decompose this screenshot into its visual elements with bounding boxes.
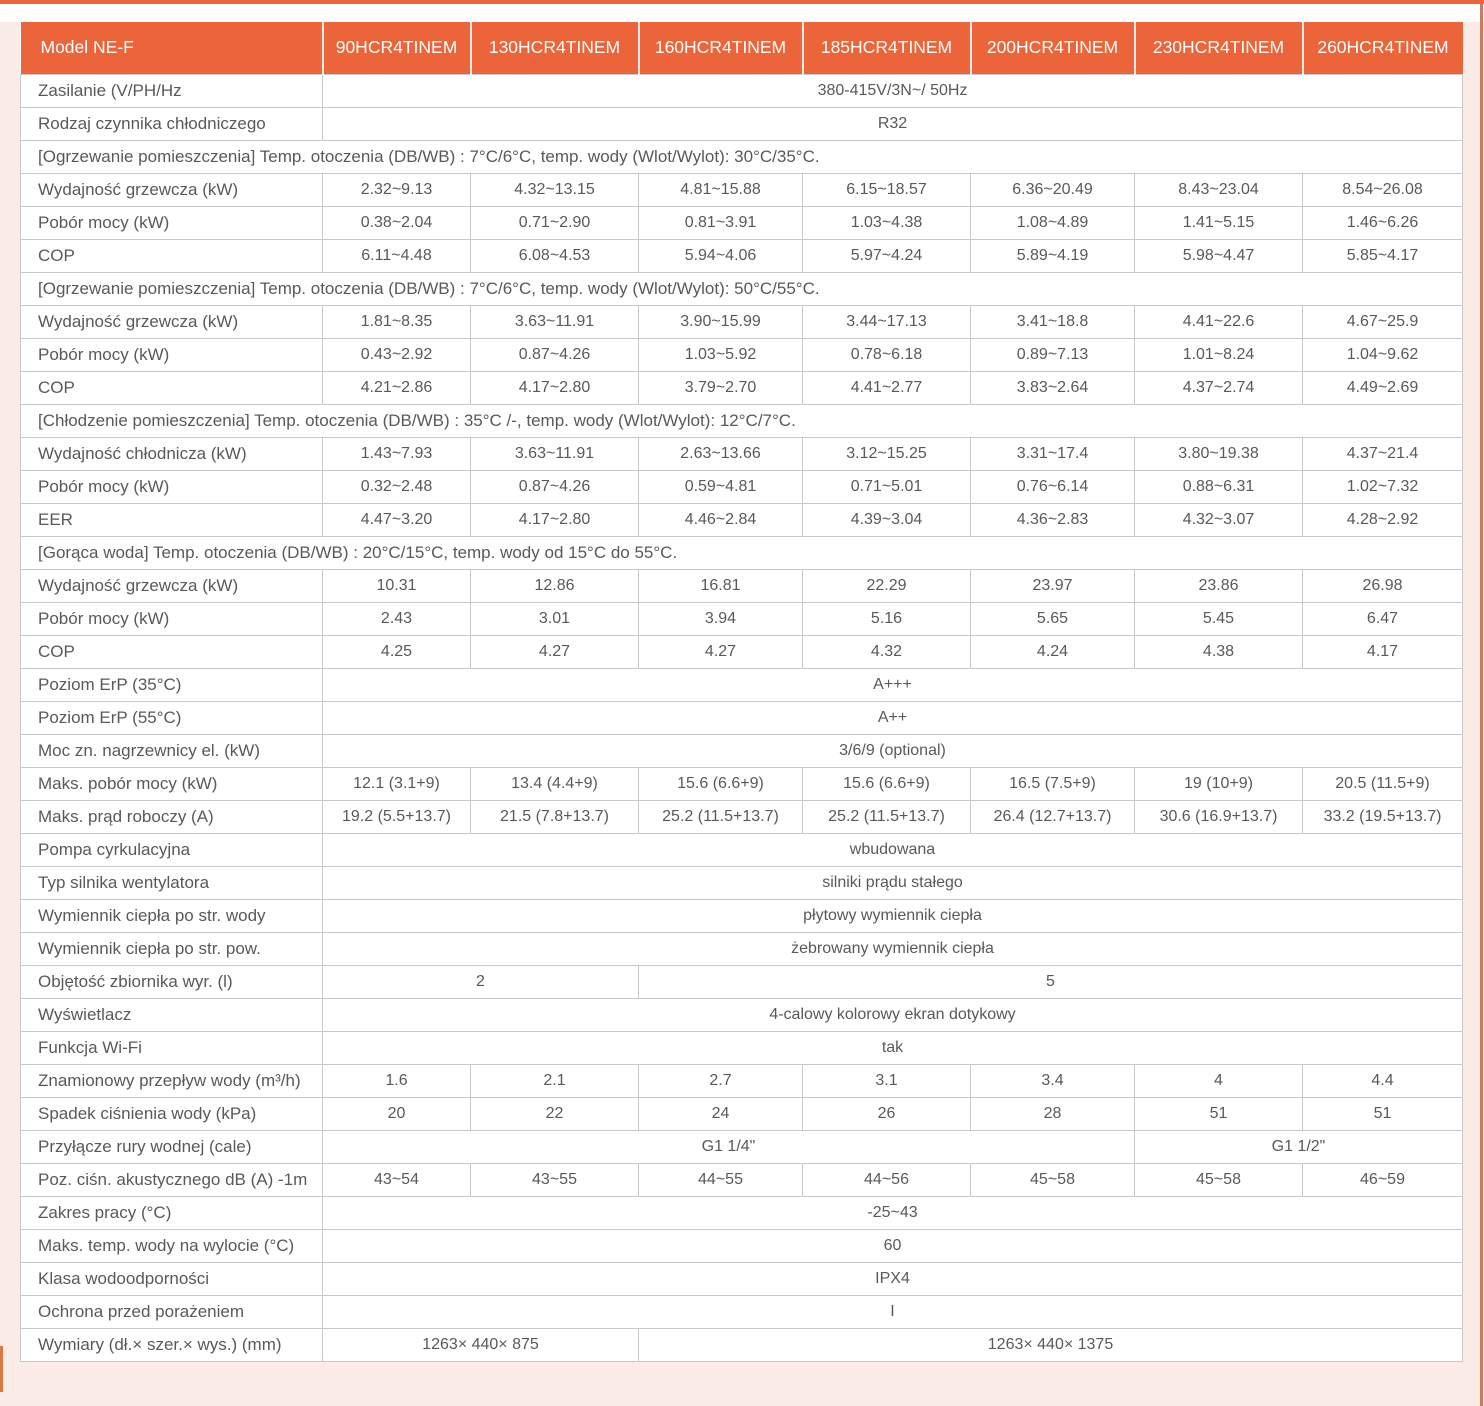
table-row	[21, 602, 1463, 635]
merged-cell-value: tak	[323, 1031, 1463, 1064]
cell-value: 6.11~4.48	[323, 239, 471, 272]
cell-value: 45~58	[971, 1163, 1135, 1196]
cell-value: 2.43	[323, 602, 471, 635]
cell-value: 5.45	[1135, 602, 1303, 635]
section-row	[21, 272, 1463, 305]
cell-value: 26.98	[1303, 569, 1463, 602]
row-label: Klasa wodoodporności	[21, 1262, 323, 1295]
cell-value: 51	[1303, 1097, 1463, 1130]
row-label: COP	[21, 371, 323, 404]
merged-cell-value: silniki prądu stałego	[323, 866, 1463, 899]
split-cell-value: 2	[323, 965, 639, 998]
table-row	[21, 1295, 1463, 1328]
page-top-white-band	[0, 4, 1484, 22]
table-row	[21, 503, 1463, 536]
row-label: Wymiary (dł.× szer.× wys.) (mm)	[21, 1328, 323, 1361]
cell-value: 46~59	[1303, 1163, 1463, 1196]
table-row	[21, 173, 1463, 206]
cell-value: 4.38	[1135, 635, 1303, 668]
merged-cell-value: 60	[323, 1229, 1463, 1262]
cell-value: 4.39~3.04	[803, 503, 971, 536]
header-row	[21, 22, 1463, 74]
model-header-cell: 185HCR4TINEM	[803, 22, 971, 74]
cell-value: 28	[971, 1097, 1135, 1130]
cell-value: 4.17~2.80	[471, 503, 639, 536]
row-label: Ochrona przed porażeniem	[21, 1295, 323, 1328]
model-header-cell: 260HCR4TINEM	[1303, 22, 1463, 74]
cell-value: 5.85~4.17	[1303, 239, 1463, 272]
cell-value: 23.86	[1135, 569, 1303, 602]
table-row	[21, 1130, 1463, 1163]
cell-value: 4.27	[639, 635, 803, 668]
section-row	[21, 140, 1463, 173]
cell-value: 6.08~4.53	[471, 239, 639, 272]
row-label: Zasilanie (V/PH/Hz	[21, 74, 323, 107]
cell-value: 4.17~2.80	[471, 371, 639, 404]
table-row	[21, 437, 1463, 470]
table-header	[21, 22, 1463, 74]
model-header-cell: 160HCR4TINEM	[639, 22, 803, 74]
cell-value: 0.81~3.91	[639, 206, 803, 239]
row-label: Wydajność chłodnicza (kW)	[21, 437, 323, 470]
cell-value: 4.25	[323, 635, 471, 668]
cell-value: 15.6 (6.6+9)	[803, 767, 971, 800]
split-cell-value: G1 1/2"	[1135, 1130, 1463, 1163]
cell-value: 0.78~6.18	[803, 338, 971, 371]
cell-value: 20	[323, 1097, 471, 1130]
cell-value: 44~55	[639, 1163, 803, 1196]
cell-value: 4.24	[971, 635, 1135, 668]
cell-value: 4.28~2.92	[1303, 503, 1463, 536]
cell-value: 30.6 (16.9+13.7)	[1135, 800, 1303, 833]
row-label: Spadek ciśnienia wody (kPa)	[21, 1097, 323, 1130]
row-label: COP	[21, 635, 323, 668]
cell-value: 4.46~2.84	[639, 503, 803, 536]
table-row	[21, 305, 1463, 338]
cell-value: 0.88~6.31	[1135, 470, 1303, 503]
cell-value: 43~54	[323, 1163, 471, 1196]
cell-value: 5.89~4.19	[971, 239, 1135, 272]
row-label: Poziom ErP (35°C)	[21, 668, 323, 701]
row-label: Objętość zbiornika wyr. (l)	[21, 965, 323, 998]
row-label: COP	[21, 239, 323, 272]
cell-value: 0.87~4.26	[471, 338, 639, 371]
cell-value: 1.01~8.24	[1135, 338, 1303, 371]
cell-value: 4.32	[803, 635, 971, 668]
cell-value: 1.6	[323, 1064, 471, 1097]
cell-value: 4.21~2.86	[323, 371, 471, 404]
cell-value: 1.08~4.89	[971, 206, 1135, 239]
section-title: [Chłodzenie pomieszczenia] Temp. otoczenia (DB/WB) : 35°C /-, temp. wody (Wlot/Wylot): 12°C/7°C.	[21, 404, 1463, 437]
cell-value: 4.41~2.77	[803, 371, 971, 404]
cell-value: 16.81	[639, 569, 803, 602]
table-row	[21, 1262, 1463, 1295]
table-row	[21, 635, 1463, 668]
cell-value: 2.1	[471, 1064, 639, 1097]
cell-value: 0.87~4.26	[471, 470, 639, 503]
cell-value: 3.1	[803, 1064, 971, 1097]
row-label: Pobór mocy (kW)	[21, 338, 323, 371]
row-label: Maks. prąd roboczy (A)	[21, 800, 323, 833]
spec-table	[20, 22, 1463, 1362]
table-row	[21, 74, 1463, 107]
cell-value: 0.43~2.92	[323, 338, 471, 371]
table-row	[21, 371, 1463, 404]
cell-value: 6.36~20.49	[971, 173, 1135, 206]
cell-value: 26	[803, 1097, 971, 1130]
table-row	[21, 701, 1463, 734]
section-title: [Ogrzewanie pomieszczenia] Temp. otoczenia (DB/WB) : 7°C/6°C, temp. wody (Wlot/Wylot): 30°C/35°C.	[21, 140, 1463, 173]
cell-value: 26.4 (12.7+13.7)	[971, 800, 1135, 833]
row-label: Pobór mocy (kW)	[21, 206, 323, 239]
cell-value: 3.4	[971, 1064, 1135, 1097]
row-label: Typ silnika wentylatora	[21, 866, 323, 899]
row-label: Maks. pobór mocy (kW)	[21, 767, 323, 800]
cell-value: 21.5 (7.8+13.7)	[471, 800, 639, 833]
row-label: Wymiennik ciepła po str. wody	[21, 899, 323, 932]
split-cell-value: 1263× 440× 875	[323, 1328, 639, 1361]
merged-cell-value: 3/6/9 (optional)	[323, 734, 1463, 767]
row-label: Rodzaj czynnika chłodniczego	[21, 107, 323, 140]
cell-value: 1.03~4.38	[803, 206, 971, 239]
row-label: Maks. temp. wody na wylocie (°C)	[21, 1229, 323, 1262]
cell-value: 0.71~5.01	[803, 470, 971, 503]
cell-value: 8.54~26.08	[1303, 173, 1463, 206]
table-row	[21, 1229, 1463, 1262]
table-row	[21, 899, 1463, 932]
cell-value: 5.94~4.06	[639, 239, 803, 272]
row-label: Poziom ErP (55°C)	[21, 701, 323, 734]
cell-value: 5.97~4.24	[803, 239, 971, 272]
table-row	[21, 470, 1463, 503]
table-row	[21, 767, 1463, 800]
cell-value: 1.03~5.92	[639, 338, 803, 371]
split-cell-value: 5	[639, 965, 1463, 998]
cell-value: 6.15~18.57	[803, 173, 971, 206]
cell-value: 0.59~4.81	[639, 470, 803, 503]
cell-value: 3.41~18.8	[971, 305, 1135, 338]
model-column-header: Model NE-F	[21, 22, 323, 74]
cell-value: 10.31	[323, 569, 471, 602]
cell-value: 15.6 (6.6+9)	[639, 767, 803, 800]
section-title: [Ogrzewanie pomieszczenia] Temp. otoczenia (DB/WB) : 7°C/6°C, temp. wody (Wlot/Wylot): 50°C/55°C.	[21, 272, 1463, 305]
merged-cell-value: IPX4	[323, 1262, 1463, 1295]
cell-value: 0.38~2.04	[323, 206, 471, 239]
model-header-cell: 230HCR4TINEM	[1135, 22, 1303, 74]
cell-value: 24	[639, 1097, 803, 1130]
cell-value: 1.41~5.15	[1135, 206, 1303, 239]
cell-value: 1.02~7.32	[1303, 470, 1463, 503]
merged-cell-value: A++	[323, 701, 1463, 734]
cell-value: 4.47~3.20	[323, 503, 471, 536]
section-row	[21, 404, 1463, 437]
cell-value: 4.36~2.83	[971, 503, 1135, 536]
cell-value: 4.32~3.07	[1135, 503, 1303, 536]
cell-value: 1.81~8.35	[323, 305, 471, 338]
merged-cell-value: żebrowany wymiennik ciepła	[323, 932, 1463, 965]
cell-value: 4.37~21.4	[1303, 437, 1463, 470]
cell-value: 3.94	[639, 602, 803, 635]
cell-value: 4.17	[1303, 635, 1463, 668]
table-row	[21, 1031, 1463, 1064]
cell-value: 13.4 (4.4+9)	[471, 767, 639, 800]
table-row	[21, 998, 1463, 1031]
cell-value: 2.32~9.13	[323, 173, 471, 206]
cell-value: 4.67~25.9	[1303, 305, 1463, 338]
table-row	[21, 1196, 1463, 1229]
cell-value: 3.90~15.99	[639, 305, 803, 338]
cell-value: 3.80~19.38	[1135, 437, 1303, 470]
row-label: Znamionowy przepływ wody (m³/h)	[21, 1064, 323, 1097]
cell-value: 3.12~15.25	[803, 437, 971, 470]
cell-value: 4.81~15.88	[639, 173, 803, 206]
table-row	[21, 338, 1463, 371]
cell-value: 1.46~6.26	[1303, 206, 1463, 239]
merged-cell-value: R32	[323, 107, 1463, 140]
section-title: [Gorąca woda] Temp. otoczenia (DB/WB) : 20°C/15°C, temp. wody od 15°C do 55°C.	[21, 536, 1463, 569]
cell-value: 12.1 (3.1+9)	[323, 767, 471, 800]
cell-value: 44~56	[803, 1163, 971, 1196]
row-label: Zakres pracy (°C)	[21, 1196, 323, 1229]
cell-value: 3.63~11.91	[471, 437, 639, 470]
cell-value: 16.5 (7.5+9)	[971, 767, 1135, 800]
table-row	[21, 1064, 1463, 1097]
split-cell-value: G1 1/4"	[323, 1130, 1135, 1163]
cell-value: 33.2 (19.5+13.7)	[1303, 800, 1463, 833]
row-label: Wydajność grzewcza (kW)	[21, 569, 323, 602]
row-label: Funkcja Wi-Fi	[21, 1031, 323, 1064]
row-label: Wydajność grzewcza (kW)	[21, 305, 323, 338]
cell-value: 1.04~9.62	[1303, 338, 1463, 371]
table-row	[21, 866, 1463, 899]
table-row	[21, 668, 1463, 701]
table-row	[21, 1163, 1463, 1196]
table-row	[21, 800, 1463, 833]
table-row	[21, 239, 1463, 272]
cell-value: 25.2 (11.5+13.7)	[639, 800, 803, 833]
split-cell-value: 1263× 440× 1375	[639, 1328, 1463, 1361]
row-label: Moc zn. nagrzewnicy el. (kW)	[21, 734, 323, 767]
merged-cell-value: 380-415V/3N~/ 50Hz	[323, 74, 1463, 107]
table-row	[21, 569, 1463, 602]
cell-value: 12.86	[471, 569, 639, 602]
cell-value: 45~58	[1135, 1163, 1303, 1196]
cell-value: 8.43~23.04	[1135, 173, 1303, 206]
cell-value: 51	[1135, 1097, 1303, 1130]
row-label: Pompa cyrkulacyjna	[21, 833, 323, 866]
row-label: EER	[21, 503, 323, 536]
cell-value: 3.79~2.70	[639, 371, 803, 404]
row-label: Przyłącze rury wodnej (cale)	[21, 1130, 323, 1163]
cell-value: 22	[471, 1097, 639, 1130]
cell-value: 3.63~11.91	[471, 305, 639, 338]
cell-value: 22.29	[803, 569, 971, 602]
table-row	[21, 833, 1463, 866]
cell-value: 5.98~4.47	[1135, 239, 1303, 272]
cell-value: 4.32~13.15	[471, 173, 639, 206]
page-right-edge-line	[1480, 4, 1483, 1406]
row-label: Wydajność grzewcza (kW)	[21, 173, 323, 206]
cell-value: 2.63~13.66	[639, 437, 803, 470]
cell-value: 3.31~17.4	[971, 437, 1135, 470]
cell-value: 4.37~2.74	[1135, 371, 1303, 404]
table-row	[21, 965, 1463, 998]
page-bottom-left-mark	[0, 1346, 3, 1392]
cell-value: 0.32~2.48	[323, 470, 471, 503]
cell-value: 4.49~2.69	[1303, 371, 1463, 404]
cell-value: 23.97	[971, 569, 1135, 602]
model-header-cell: 90HCR4TINEM	[323, 22, 471, 74]
cell-value: 20.5 (11.5+9)	[1303, 767, 1463, 800]
cell-value: 2.7	[639, 1064, 803, 1097]
cell-value: 25.2 (11.5+13.7)	[803, 800, 971, 833]
cell-value: 3.44~17.13	[803, 305, 971, 338]
cell-value: 5.65	[971, 602, 1135, 635]
row-label: Wymiennik ciepła po str. pow.	[21, 932, 323, 965]
table-row	[21, 206, 1463, 239]
table-row	[21, 734, 1463, 767]
cell-value: 4.4	[1303, 1064, 1463, 1097]
merged-cell-value: -25~43	[323, 1196, 1463, 1229]
row-label: Pobór mocy (kW)	[21, 470, 323, 503]
cell-value: 4.27	[471, 635, 639, 668]
merged-cell-value: I	[323, 1295, 1463, 1328]
cell-value: 19.2 (5.5+13.7)	[323, 800, 471, 833]
section-row	[21, 536, 1463, 569]
table-row	[21, 1328, 1463, 1361]
table-row	[21, 932, 1463, 965]
cell-value: 19 (10+9)	[1135, 767, 1303, 800]
cell-value: 5.16	[803, 602, 971, 635]
row-label: Poz. ciśn. akustycznego dB (A) -1m	[21, 1163, 323, 1196]
cell-value: 0.76~6.14	[971, 470, 1135, 503]
merged-cell-value: A+++	[323, 668, 1463, 701]
table-row	[21, 107, 1463, 140]
table-row	[21, 1097, 1463, 1130]
merged-cell-value: 4-calowy kolorowy ekran dotykowy	[323, 998, 1463, 1031]
cell-value: 4	[1135, 1064, 1303, 1097]
merged-cell-value: płytowy wymiennik ciepła	[323, 899, 1463, 932]
row-label: Wyświetlacz	[21, 998, 323, 1031]
model-header-cell: 130HCR4TINEM	[471, 22, 639, 74]
cell-value: 3.01	[471, 602, 639, 635]
merged-cell-value: wbudowana	[323, 833, 1463, 866]
table-body	[21, 74, 1463, 1361]
cell-value: 6.47	[1303, 602, 1463, 635]
cell-value: 43~55	[471, 1163, 639, 1196]
cell-value: 0.89~7.13	[971, 338, 1135, 371]
cell-value: 4.41~22.6	[1135, 305, 1303, 338]
row-label: Pobór mocy (kW)	[21, 602, 323, 635]
model-header-cell: 200HCR4TINEM	[971, 22, 1135, 74]
cell-value: 0.71~2.90	[471, 206, 639, 239]
cell-value: 1.43~7.93	[323, 437, 471, 470]
cell-value: 3.83~2.64	[971, 371, 1135, 404]
